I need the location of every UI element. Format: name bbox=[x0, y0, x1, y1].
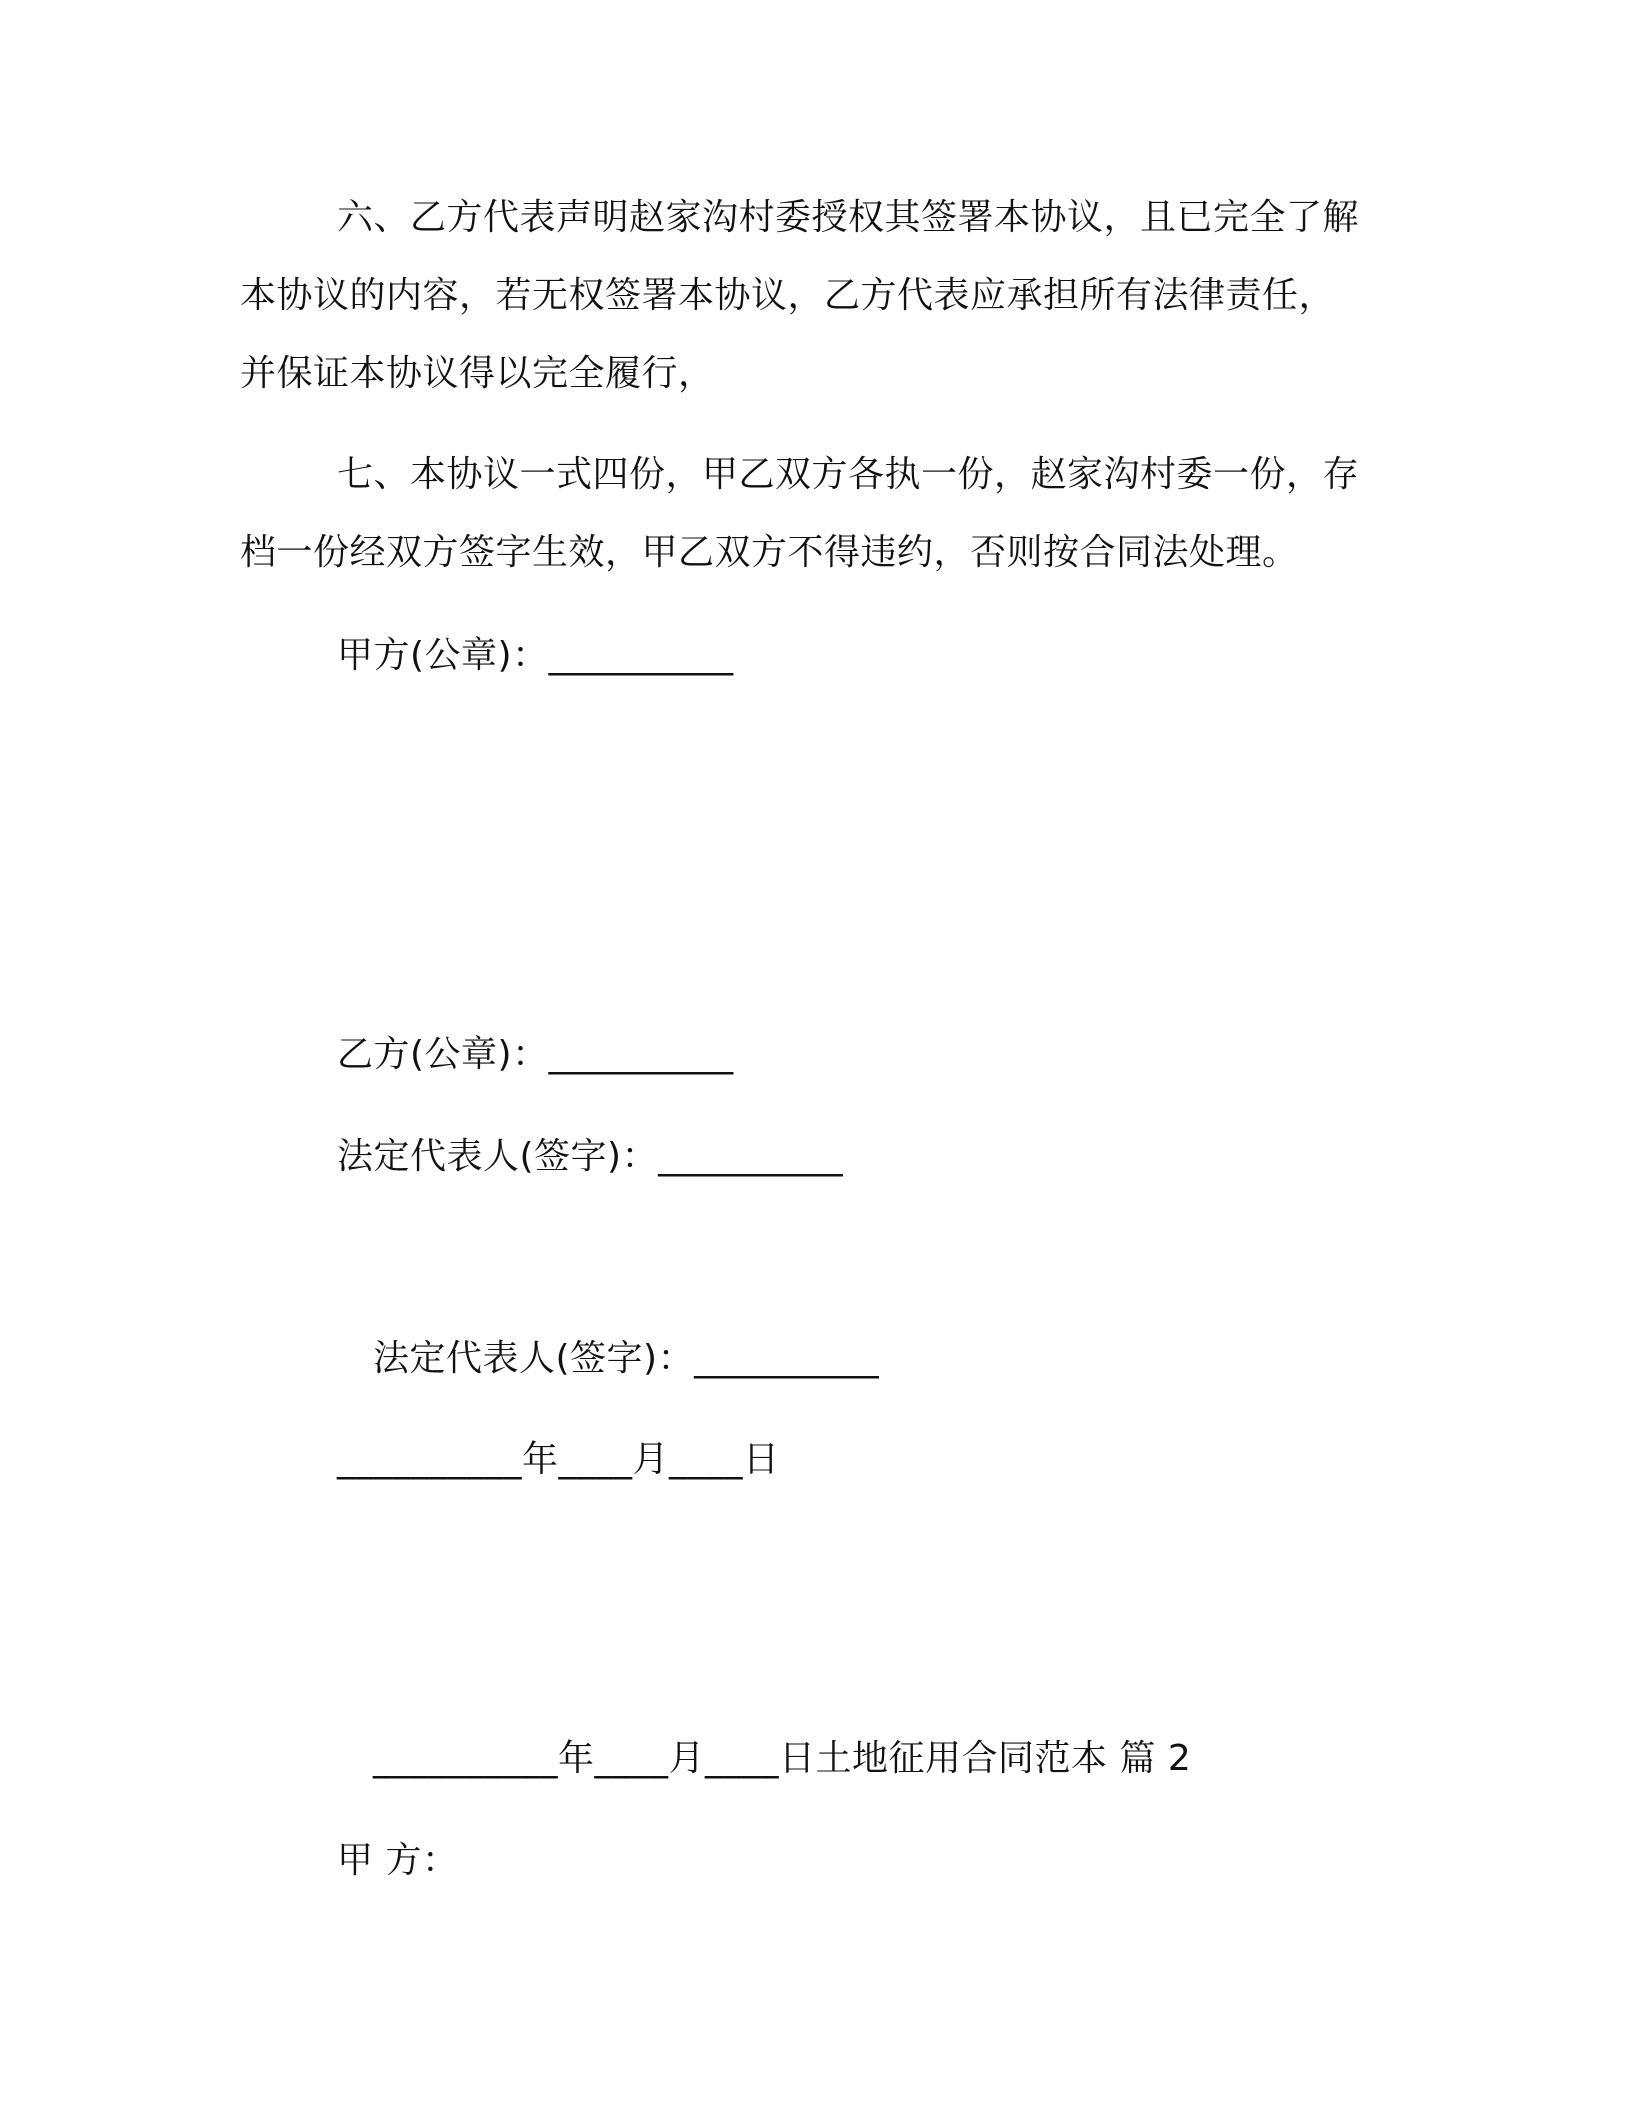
clause-6-line-2: 本协议的内容，若无权签署本协议，乙方代表应承担所有法律责任， bbox=[240, 275, 1336, 316]
clause-6-paragraph bbox=[240, 179, 1390, 413]
section-2-party-a: 甲 方： bbox=[337, 1840, 459, 1881]
party-a-seal-line: 甲方(公章)：__________ bbox=[337, 635, 734, 676]
clause-6-line-1: 六、乙方代表声明赵家沟村委授权其签署本协议，且已完全了解 bbox=[337, 197, 1360, 238]
signing-date-line: __________年____月____日 bbox=[337, 1439, 780, 1480]
clause-7-line-1: 七、本协议一式四份，甲乙双方各执一份，赵家沟村委一份，存 bbox=[337, 454, 1360, 495]
legal-representative-line-1: 法定代表人(签字)：__________ bbox=[337, 1136, 844, 1177]
clause-7-paragraph bbox=[240, 436, 1390, 592]
clause-7-line-2: 档一份经双方签字生效，甲乙双方不得违约，否则按合同法处理。 bbox=[240, 532, 1299, 573]
clause-6-line-3: 并保证本协议得以完全履行， bbox=[240, 353, 715, 394]
section-2-heading: __________年____月____日土地征用合同范本 篇 2 bbox=[373, 1738, 1192, 1779]
party-b-seal-line: 乙方(公章)：__________ bbox=[337, 1034, 734, 1075]
legal-representative-line-2: 法定代表人(签字)：__________ bbox=[373, 1338, 880, 1379]
